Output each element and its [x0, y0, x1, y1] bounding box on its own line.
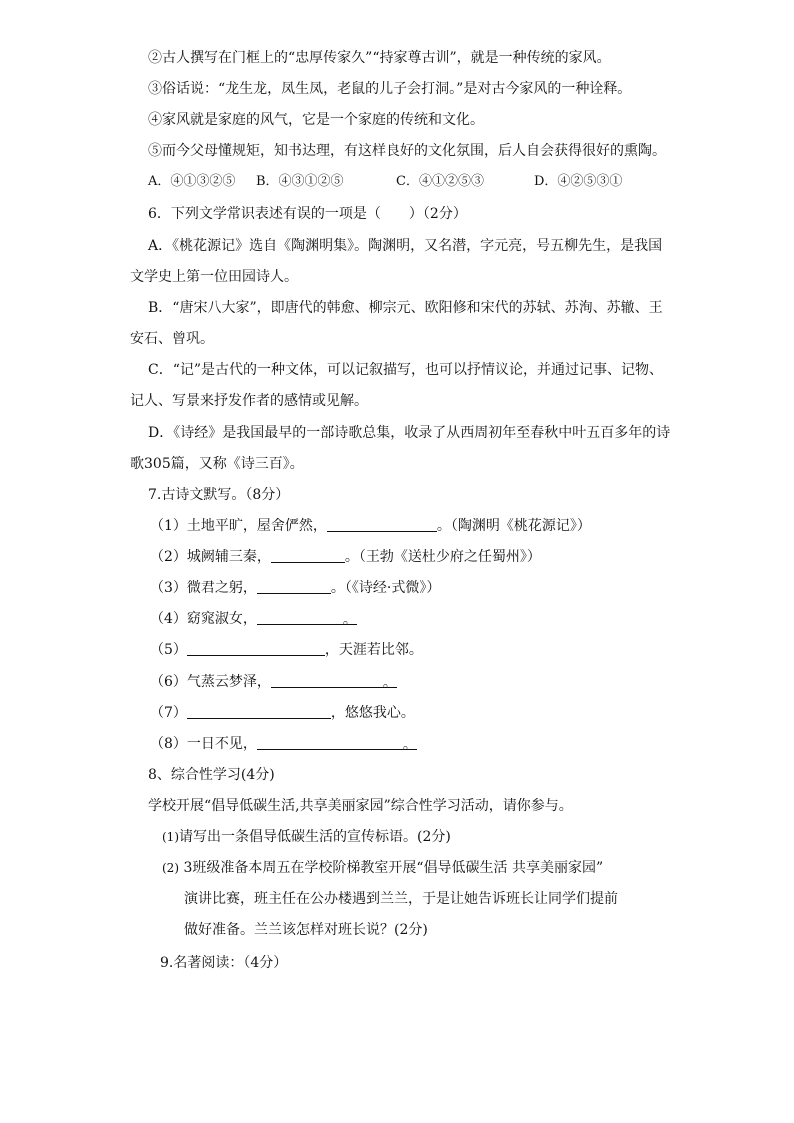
q7-item-suffix: 。 [342, 612, 357, 628]
q7-item-suffix: 。（陶渊明《桃花源记》） [436, 518, 591, 534]
q8-sub-1-text: 请写出一条倡导低碳生活的宣传标语。(2分) [179, 829, 451, 845]
q8-sub-2-num: (2) [162, 861, 179, 875]
q7-item-8 [150, 734, 417, 754]
q7-item-suffix: 。 [382, 675, 397, 691]
q7-item-suffix: 。（王勃《送杜少府之任蜀州》） [344, 549, 541, 565]
q7-stem: 7.古诗文默写。（8分） [148, 487, 290, 503]
q7-item-suffix: ，悠悠我心。 [330, 705, 415, 721]
q5-option-a: A．④①③②⑤ [148, 174, 236, 189]
q7-item-6 [150, 672, 397, 692]
q8-sub-2-text: 3班级准备本周五在学校阶梯教室开展“倡导低碳生活 共享美丽家园” [183, 860, 604, 876]
q7-item-prefix: 微君之躬， [186, 580, 257, 596]
q9-stem: 9.名著阅读：（4分） [160, 955, 288, 971]
answer-blank[interactable] [187, 704, 331, 719]
q6-option-c-line2: 记人、写景来抒发作者的感情或见解。 [130, 393, 368, 409]
q7-item-prefix: 窈窕淑女， [186, 611, 257, 627]
q8-sub-1-num: (1) [162, 830, 179, 844]
q6-stem: 6．下列文学常识表述有误的一项是（ ）（2分） [148, 206, 467, 222]
q7-item-5 [150, 640, 423, 660]
q8-sub-1 [162, 827, 451, 847]
q7-item-suffix: ，天涯若比邻。 [324, 642, 423, 658]
q7-item-num: （4） [150, 611, 187, 627]
answer-blank[interactable] [271, 673, 397, 691]
q5-options [148, 172, 622, 192]
answer-blank[interactable] [257, 579, 331, 594]
answer-blank[interactable] [257, 735, 417, 753]
q7-item-1 [150, 516, 591, 536]
q7-item-prefix: 气蒸云梦泽， [186, 674, 271, 690]
q5-option-b: B．④③①②⑤ [256, 174, 344, 189]
q7-item-num: （1） [150, 518, 187, 534]
q7-item-prefix: 一日不见， [186, 736, 257, 752]
q7-item-num: （7） [150, 705, 187, 721]
answer-blank[interactable] [271, 548, 345, 563]
q7-item-num: （5） [150, 642, 187, 658]
q7-item-num: （6） [150, 674, 187, 690]
q7-item-suffix: 。（《诗经·式微》） [330, 580, 441, 596]
q5-item-4: ④家风就是家庭的风气，它是一个家庭的传统和文化。 [148, 112, 484, 128]
q8-stem: 8、综合性学习(4分) [148, 767, 275, 783]
q6-option-d-line1: D．《诗经》是我国最早的一部诗歌总集，收录了从西周初年至春秋中叶五百多年的诗 [148, 425, 671, 441]
answer-blank[interactable] [257, 610, 357, 628]
q6-option-d-line2: 歌305篇，又称《诗三百》。 [130, 456, 304, 472]
q7-item-3 [150, 578, 440, 598]
q7-item-prefix: 城阙辅三秦， [186, 549, 271, 565]
q8-intro: 学校开展“倡导低碳生活,共享美丽家园”综合性学习活动，请你参与。 [148, 798, 573, 814]
q6-option-c-line1: C．“记”是古代的一种文体，可以记叙描写，也可以抒情议论，并通过记事、记物、 [148, 362, 664, 378]
q8-sub-2-line3: 做好准备。兰兰该怎样对班长说？(2分) [184, 922, 428, 938]
q6-option-b-line2: 安石、曾巩。 [130, 331, 214, 347]
q5-option-c: C．④①②⑤③ [396, 174, 484, 189]
q8-sub-2-line2: 演讲比赛，班主任在公办楼遇到兰兰，于是让她告诉班长让同学们提前 [184, 891, 618, 907]
q7-item-num: （8） [150, 736, 187, 752]
q7-item-4 [150, 609, 357, 629]
q5-item-3: ③俗话说：“龙生龙，凤生凤，老鼠的儿子会打洞。”是对古今家风的一种诠释。 [148, 81, 632, 97]
q7-item-prefix: 土地平旷，屋舍俨然， [186, 518, 327, 534]
q7-item-2 [150, 547, 541, 567]
q6-option-b-line1: B．“唐宋八大家”，即唐代的韩愈、柳宗元、欧阳修和宋代的苏轼、苏洵、苏辙、王 [148, 300, 663, 316]
q7-item-7 [150, 703, 415, 723]
q7-item-num: （2） [150, 549, 187, 565]
q6-option-a-line1: A．《桃花源记》选自《陶渊明集》。陶渊明，又名潜，字元亮，号五柳先生，是我国 [148, 238, 663, 254]
q6-option-a-line2: 文学史上第一位田园诗人。 [130, 269, 298, 285]
q5-item-2: ②古人撰写在门框上的“忠厚传家久”“持家尊古训”，就是一种传统的家风。 [148, 50, 611, 66]
q8-sub-2-line1 [162, 858, 603, 878]
q7-item-num: （3） [150, 580, 187, 596]
answer-blank[interactable] [187, 641, 325, 656]
answer-blank[interactable] [327, 517, 437, 532]
q5-option-d: D．④②⑤③① [534, 174, 623, 189]
q7-item-suffix: 。 [402, 737, 417, 753]
q5-item-5: ⑤而今父母懂规矩，知书达理，有这样良好的文化氛围，后人自会获得很好的熏陶。 [148, 143, 666, 159]
